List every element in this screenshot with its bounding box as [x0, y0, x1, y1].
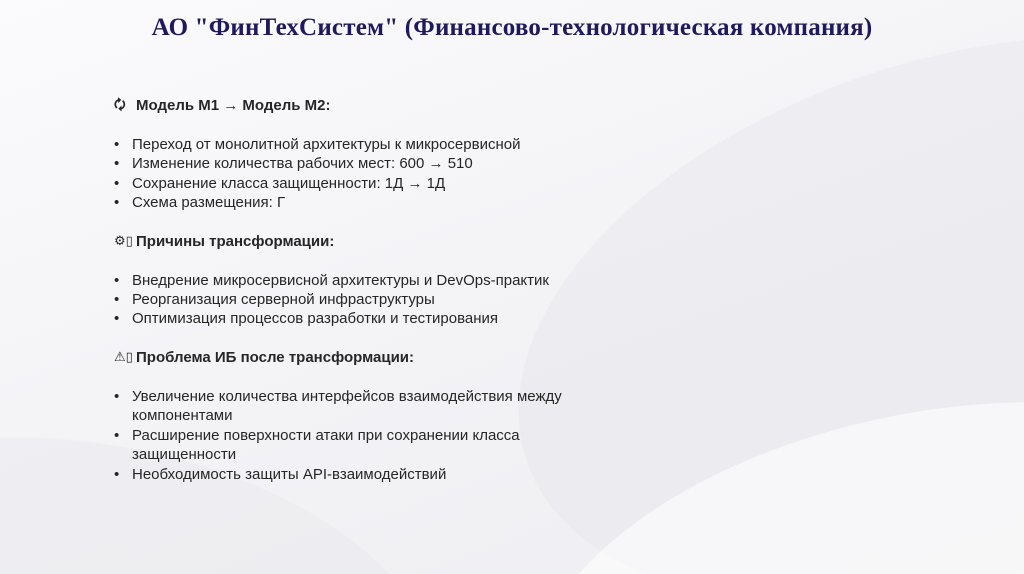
bullet-list	[114, 135, 614, 213]
section-heading-text: Причины трансформации:	[136, 232, 335, 250]
bullet-list	[114, 387, 614, 484]
section-heading-problem	[114, 348, 614, 367]
warning-icon: ⚠▯	[114, 350, 133, 366]
list-item: • Внедрение микросервисной архитектуры и DevOps-практик	[114, 271, 549, 289]
refresh-icon: 🗘	[114, 98, 126, 114]
list-item: • Переход от монолитной архитектуры к микросервисной	[114, 135, 521, 153]
list-item: • Расширение поверхности атаки при сохранении класса защищенности	[114, 426, 520, 464]
section-heading-text: Проблема ИБ после трансформации:	[136, 349, 415, 367]
list-item: • Реорганизация серверной инфраструктуры	[114, 291, 435, 309]
list-item: • Увеличение количества интерфейсов взаимодействия между компонентами	[114, 388, 562, 425]
list-item: • Изменение количества рабочих мест: 600 → 510	[114, 155, 473, 173]
slide-content	[114, 96, 614, 484]
section-heading-text: Модель М1 → Модель М2:	[136, 97, 331, 114]
list-item: • Оптимизация процессов разработки и тестирования	[114, 310, 499, 328]
section-heading-model	[114, 96, 614, 115]
list-item: • Сохранение класса защищенности: 1Д → 1Д	[114, 174, 446, 192]
section-heading-reasons	[114, 232, 614, 251]
slide-title: АО "ФинТехСистем" (Финансово-технологическая компания)	[151, 14, 873, 41]
list-item: • Схема размещения: Г	[114, 194, 286, 212]
list-item: • Необходимость защиты API-взаимодействий	[114, 465, 447, 483]
gear-icon: ⚙▯	[114, 234, 133, 250]
bullet-list	[114, 271, 614, 329]
